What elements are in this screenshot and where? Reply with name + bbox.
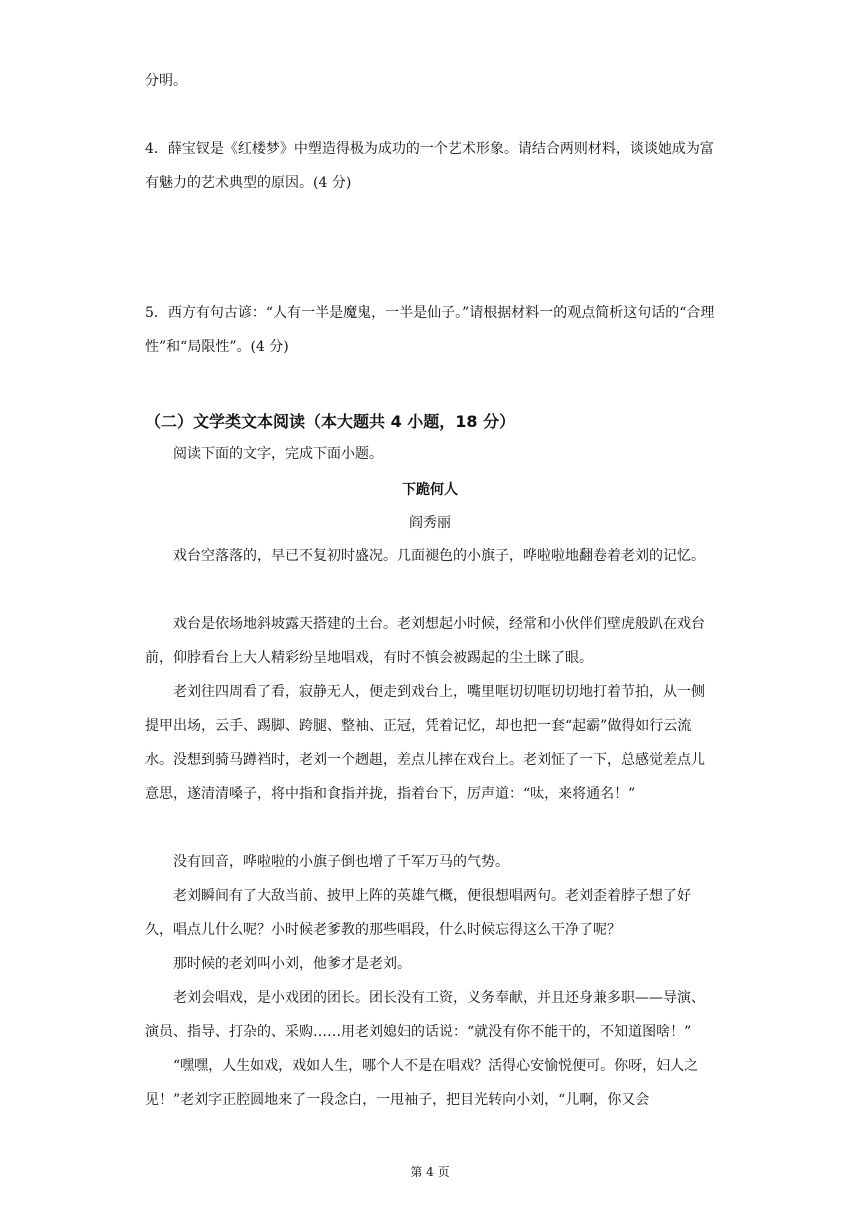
story-paragraph: 那时候的老刘叫小刘，他爹才是老刘。 xyxy=(173,956,411,972)
story-author: 阎秀丽 xyxy=(409,515,451,531)
section-instruction: 阅读下面的文字，完成下面小题。 xyxy=(173,446,383,462)
page-number: 第 4 页 xyxy=(410,1165,450,1179)
question-5: 5．西方有句古谚：“人有一半是魔鬼，一半是仙子。”请根据材料一的观点简析这句话的“合理性”和“局限性”。(4 分) xyxy=(145,305,715,355)
story-paragraph: 老刘瞬间有了大敌当前、披甲上阵的英雄气概，便很想唱两句。老刘歪着脖子想了好久，唱点儿什么呢？小时候老爹教的那些唱段，什么时候忘得这么干净了呢？ xyxy=(145,888,691,938)
story-paragraph: 老刘往四周看了看，寂静无人，便走到戏台上，嘴里哐切切哐切切地打着节拍，从一侧提甲出场，云手、踢脚、跨腿、整袖、正冠，凭着记忆，却也把一套“起霸”做得如行云流水。没想到骑马蹲裆时，老刘一个趔趄，差点儿摔在戏台上。老刘怔了一下，总感觉差点儿意思，遂清清嗓子，将中指和食指并拢，指着台下，厉声道：“呔，来将通名！” xyxy=(145,684,705,802)
story-title: 下跪何人 xyxy=(402,482,458,498)
story-paragraph: 戏台是依场地斜坡露天搭建的土台。老刘想起小时候，经常和小伙伴们壁虎般趴在戏台前，仰脖看台上大人精彩纷呈地唱戏，有时不慎会被踢起的尘土眯了眼。 xyxy=(145,616,705,666)
question-4: 4．薛宝钗是《红楼梦》中塑造得极为成功的一个艺术形象。请结合两则材料，谈谈她成为富有魅力的艺术典型的原因。(4 分) xyxy=(145,141,714,191)
story-paragraph: 没有回音，哗啦啦的小旗子倒也增了千军万马的气势。 xyxy=(173,854,509,870)
story-paragraph: “嘿嘿，人生如戏，戏如人生，哪个人不是在唱戏？活得心安愉悦便可。你呀，妇人之见！”老刘字正腔圆地来了一段念白，一甩袖子，把目光转向小刘，“儿啊，你又会 xyxy=(145,1058,699,1108)
story-paragraph: 戏台空落落的，早已不复初时盛况。几面褪色的小旗子，哗啦啦地翻卷着老刘的记忆。 xyxy=(173,548,705,564)
story-paragraph: 老刘会唱戏，是小戏团的团长。团长没有工资，义务奉献，并且还身兼多职——导演、演员、指导、打杂的、采购……用老刘媳妇的话说：“就没有你不能干的，不知道图啥！” xyxy=(145,990,705,1040)
continued-text: 分明。 xyxy=(145,73,187,89)
section-heading: （二）文学类文本阅读（本大题共 4 小题，18 分） xyxy=(145,412,516,431)
